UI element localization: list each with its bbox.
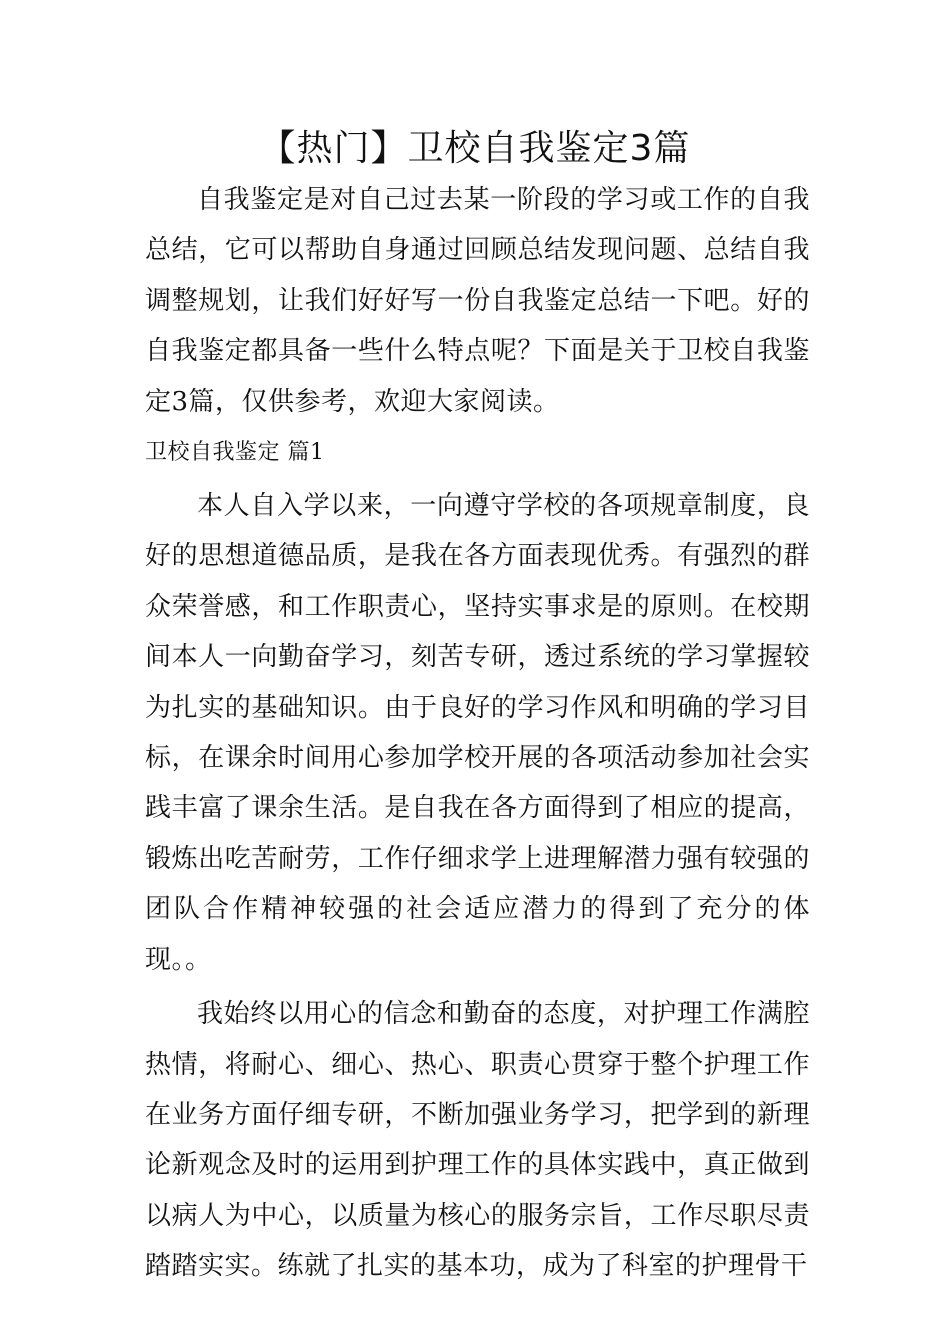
body-paragraph-2: 我始终以用心的信念和勤奋的态度，对护理工作满腔热情，将耐心、细心、热心、职责心贯穿于整个护理工作在业务方面仔细专研，不断加强业务学习，把学到的新理论新观念及时的运用到护理工作的具体实践中，真正做到以病人为中心，以质量为核心的服务宗旨，工作尽职尽责踏踏实实。练就了扎实的基本功，成为了科室的护理骨干: [145, 999, 810, 1282]
document-title: 【热门】卫校自我鉴定3篇: [259, 128, 691, 169]
intro-paragraph: 自我鉴定是对自己过去某一阶段的学习或工作的自我总结，它可以帮助自身通过回顾总结发现问题、总结自我调整规划，让我们好好写一份自我鉴定总结一下吧。好的自我鉴定都具备一些什么特点呢？下面是关于卫校自我鉴定3篇，仅供参考，欢迎大家阅读。: [145, 185, 810, 417]
body-paragraph-1: 本人自入学以来，一向遵守学校的各项规章制度，良好的思想道德品质，是我在各方面表现优秀。有强烈的群众荣誉感，和工作职责心，坚持实事求是的原则。在校期间本人一向勤奋学习，刻苦专研，透过系统的学习掌握较为扎实的基础知识。由于良好的学习作风和明确的学习目标，在课余时间用心参加学校开展的各项活动参加社会实践丰富了课余生活。是自我在各方面得到了相应的提高，锻炼出吃苦耐劳，工作仔细求学上进理解潜力强有较强的团队合作精神较强的社会适应潜力的得到了充分的体现。。: [145, 491, 810, 975]
section-heading: 卫校自我鉴定 篇1: [145, 440, 325, 466]
document-body: [145, 175, 810, 1292]
